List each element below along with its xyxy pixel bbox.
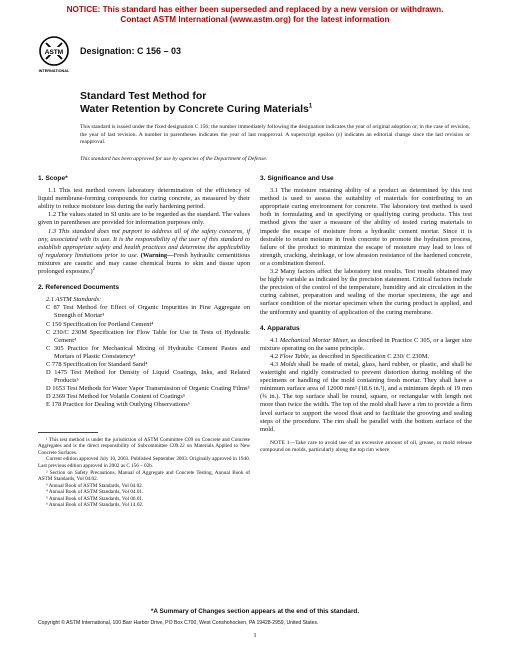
reference-item: C 305 Practice for Mechanical Mixing of Hydraulic Cement Pastes and Mortars of Plastic Consistency⁴ [46, 344, 250, 360]
referenced-documents-heading: 2. Referenced Documents [38, 284, 119, 292]
reference-item: C 230/C 230M Specification for Flow Table for Use in Tests of Hydraulic Cement⁴ [46, 328, 250, 344]
apparatus-paragraph-4-2 [260, 353, 472, 361]
clause-number: 4.1 [270, 336, 279, 344]
astm-logo [38, 35, 70, 75]
footnote: ² Section on Safety Precautions, Manual of Aggregate and Concrete Testing, Annual Book of ASTM Standards, Vol 04.02. [38, 469, 250, 483]
right-column [260, 175, 472, 454]
apparatus-paragraph-4-1 [260, 337, 472, 353]
reference-item: D 2369 Test Method for Volatile Content of Coatings⁵ [46, 393, 186, 401]
apparatus-heading: 4. Apparatus [260, 324, 300, 332]
clause-number: 4.2 [270, 352, 279, 360]
page-number: 1 [253, 632, 257, 639]
footnote: Current edition approved July 10, 2003. Published September 2003. Originally approved in 1940. Last previous edition approved in 2002 as C 156 – 02b. [38, 456, 250, 469]
clause-title: Mechanical Mortar Mixer, [279, 336, 349, 344]
title-footnote-marker: 1 [308, 103, 313, 109]
clause-text: as described in Practice C 305, or a larger size mixture operating on the same principle. [260, 336, 473, 352]
summary-of-changes-note: *A Summary of Changes section appears at the end of this standard. [150, 608, 360, 615]
footnote: ⁴ Annual Book of ASTM Standards, Vol 04.01. [46, 489, 144, 496]
clause-text: shall be made of metal, glass, hard rubber, or plastic, and shall be watertight and rigidly constructed to prevent distortion during molding of the specimens or handling of the mold containing fresh mortar. They shall have a minimum surface area of 12000 mm² (18.6 in.²), and a minimum depth of 19 mm (¾ in.). The top surface shall be round, square, or rectangular with length not more than twice the width. The top of the mold shall have a rim to provide a firm level surface to support the wood float and to facilitate the grooving and sealing steps of the procedure. The rim shall be parallel with the bottom surface of the mold. [260, 360, 473, 433]
scope-heading: 1. Scope* [38, 175, 68, 182]
footnote: ⁵ Annual Book of ASTM Standards, Vol 06.01. [46, 495, 144, 502]
notice-line-1: NOTICE: This standard has either been superseded and replaced by a new version or withdrawn. [66, 5, 444, 14]
clause-title: Molds [280, 360, 297, 368]
astm-standards-subheading: 2.1 ASTM Standards: [46, 296, 102, 304]
issuance-statement: This standard is issued under the fixed designation C 156; the number immediately following the designation indicates the year of original adoption or, in the case of revision, the year of last revision. A number in parentheses indicates the year of last reapproval. A superscript epsilon (ε) indicates an editorial change since the last revision or reapproval. [80, 124, 470, 146]
footnote-divider [38, 432, 98, 433]
footnote: ¹ This test method is under the jurisdiction of ASTM Committee C09 on Concrete and Concrete Aggregates and is the direct responsibility of Subcommittee C09.22 on Materials Applied to New Concrete Surfaces. [38, 436, 250, 456]
reference-item: E 178 Practice for Dealing with Outlying Observations⁶ [46, 401, 191, 409]
scope-paragraph-1-2: 1.2 The values stated in SI units are to be regarded as the standard. The values given in parentheses are provided for information purposes only. [38, 211, 250, 227]
footnote: ³ Annual Book of ASTM Standards, Vol 04.02. [46, 482, 144, 489]
document-title [80, 90, 312, 115]
supersede-notice [0, 5, 510, 25]
significance-paragraph-3-1: 3.1 The moisture retaining ability of a product as determined by this test method is used to assess the suitability of materials for contributing to an appropriate curing environment for concrete. The laboratory test method is used both in formulating and in specifying or qualifying curing products. This test method gives the user a measure of the ability of tested curing materials to impede the escape of moisture from a hydraulic cement mortar. Since it is desirable to retain moisture in fresh concrete to promote the hydration process, failure of the product to minimize the escape of moisture may lead to loss of strength, cracking, shrinkage, or low abrasion resistance of the hardened concrete, or a combination thereof. [260, 187, 472, 267]
safety-statement: 1.3 This standard does not purport to address all of the safety concerns, if any, associated with its use. It is the responsibility of the user of this standard to establish appropriate safety and health practices and determine the applicability of regulatory limitations prior to use. [38, 227, 250, 259]
warning-footnote-marker: 2 [92, 265, 95, 271]
designation: Designation: C 156 – 03 [80, 46, 182, 56]
reference-item: D 1475 Test Method for Density of Liquid Coatings, Inks, and Related Products⁵ [46, 369, 250, 385]
notice-line-2: Contact ASTM International (www.astm.org) for the latest information [120, 15, 390, 24]
note-1: NOTE 1—Take care to avoid use of an excessive amount of oil, grease, or mold release compound on molds, particularly along the top rim where [260, 439, 472, 453]
significance-heading: 3. Significance and Use [260, 175, 334, 182]
dod-approval-statement: This standard has been approved for use by agencies of the Department of Defense. [80, 156, 268, 162]
logo-subtext: INTERNATIONAL [38, 69, 70, 73]
clause-number: 4.3 [270, 360, 279, 368]
reference-item: C 150 Specification for Portland Cement⁴ [46, 320, 154, 328]
significance-paragraph-3-2: 3.2 Many factors affect the laboratory test results. Test results obtained may be highly variable as indicated by the precision statement. Critical factors include the precision of the control of the temperature, humidity and air circulation in the curing cabinet, preparation and sealing of the mortar specimens, the age and surface condition of the mortar specimen when the curing product is applied, and the uniformity and quantity of application of the curing membrane. [260, 268, 472, 316]
left-column [38, 175, 250, 509]
title-line-2: Water Retention by Concrete Curing Materials [80, 102, 309, 115]
title-line-1: Standard Test Method for [80, 90, 207, 102]
footnote: ⁶ Annual Book of ASTM Standards, Vol 14.02. [46, 502, 144, 509]
scope-paragraph-1-3 [38, 228, 250, 277]
copyright-line: Copyright © ASTM International, 100 Barr Harbor Drive, PO Box C700, West Conshohocken, PA 19428-2959, United States. [38, 620, 319, 626]
scope-paragraph-1-1: 1.1 This test method covers laboratory determination of the efficiency of liquid membrane-forming compounds for curing concrete, as measured by their ability to reduce moisture loss during the early hardening period. [38, 187, 250, 211]
reference-item: D 1653 Test Methods for Water Vapor Transmission of Organic Coating Films⁵ [46, 385, 250, 393]
clause-text: as described in Specification C 230/ C 230M. [311, 352, 430, 360]
reference-item: C 87 Test Method for Effect of Organic Impurities in Fine Aggregate on Strength of Mortar³ [46, 304, 250, 320]
clause-title: Flow Table, [279, 352, 311, 360]
reference-item: C 778 Specification for Standard Sand⁴ [46, 360, 148, 368]
warning-label: (Warning— [140, 251, 174, 259]
warning-text: Fresh hydraulic cementitious mixtures are caustic and may cause chemical burns to skin and tissue upon prolonged exposure.) [38, 251, 251, 276]
apparatus-paragraph-4-3 [260, 361, 472, 434]
svg-text:ASTM: ASTM [44, 49, 64, 56]
